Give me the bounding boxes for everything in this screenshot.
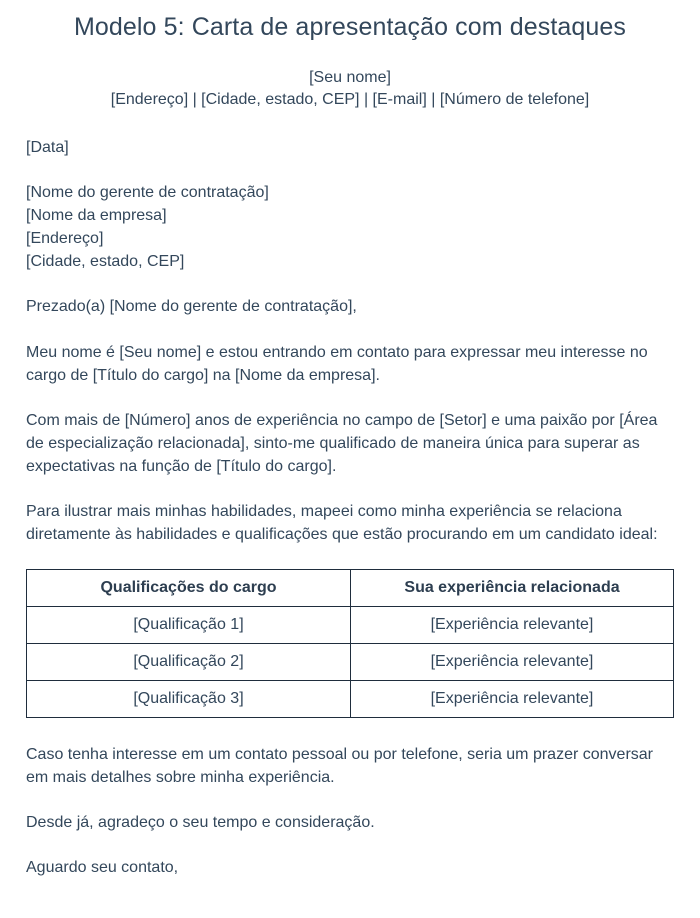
closing-signoff: Aguardo seu contato, [26, 859, 179, 876]
recipient-city: [Cidade, estado, CEP] [26, 253, 185, 270]
table-header-experience: Sua experiência relacionada [351, 570, 674, 607]
table-row [27, 681, 674, 718]
recipient-company: [Nome da empresa] [26, 207, 167, 224]
table-cell-experience: [Experiência relevante] [351, 681, 674, 718]
qualifications-table [26, 569, 674, 718]
table-header-qualifications: Qualificações do cargo [27, 570, 351, 607]
table-cell-qualification: [Qualificação 3] [27, 681, 351, 718]
salutation: Prezado(a) [Nome do gerente de contratação], [26, 298, 357, 315]
table-cell-experience: [Experiência relevante] [351, 607, 674, 644]
recipient-block [26, 181, 674, 273]
table-cell-qualification: [Qualificação 1] [27, 607, 351, 644]
recipient-manager: [Nome do gerente de contratação] [26, 184, 269, 201]
sender-contact: [Endereço] | [Cidade, estado, CEP] | [E-mail] | [Número de telefone] [110, 91, 590, 108]
page-title: Modelo 5: Carta de apresentação com destaques [73, 13, 627, 41]
letter-date: [Data] [26, 139, 69, 156]
paragraph-skills: Para ilustrar mais minhas habilidades, mapeei como minha experiência se relaciona diretamente às habilidades e qualificações que estão procurando em um candidato ideal: [26, 503, 658, 543]
paragraph-experience: Com mais de [Número] anos de experiência no campo de [Setor] e uma paixão por [Área de especialização relacionada], sinto-me qualificado de maneira única para superar as expectativas na função de [Título do cargo]. [26, 412, 658, 475]
table-cell-qualification: [Qualificação 2] [27, 644, 351, 681]
table-row [27, 607, 674, 644]
table-header-row [27, 570, 674, 607]
table-row [27, 644, 674, 681]
closing-thanks: Desde já, agradeço o seu tempo e consideração. [26, 814, 375, 831]
paragraph-intro: Meu nome é [Seu nome] e estou entrando em contato para expressar meu interesse no cargo de [Título do cargo] na [Nome da empresa]. [26, 344, 648, 384]
table-cell-experience: [Experiência relevante] [351, 644, 674, 681]
sender-header [26, 67, 674, 111]
recipient-address: [Endereço] [26, 230, 104, 247]
closing-paragraph: Caso tenha interesse em um contato pessoal ou por telefone, seria um prazer conversar em mais detalhes sobre minha experiência. [26, 746, 653, 786]
sender-name: [Seu nome] [309, 69, 391, 86]
